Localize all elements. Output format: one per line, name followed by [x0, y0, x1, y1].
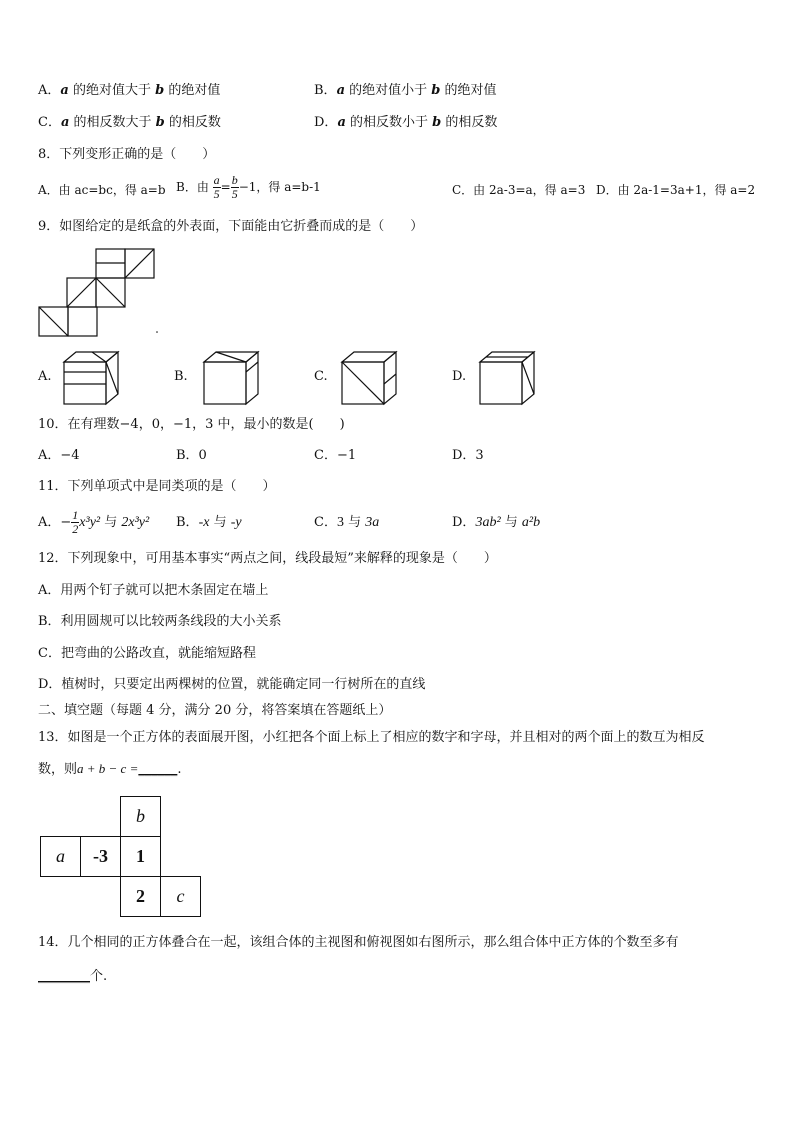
- q8-option-a: A．由 ac=bc，得 a=b: [38, 183, 166, 197]
- q10-option-a: A．−4: [38, 448, 80, 463]
- q9-option-d-label: D.: [452, 369, 467, 384]
- q9-option-d-cube: [478, 350, 538, 406]
- q14-stem: 14．几个相同的正方体叠合在一起，该组合体的主视图和俯视图如右图所示，那么组合体中正方体的个数至多有: [38, 935, 679, 950]
- q7-option-c: C．a 的相反数大于 b 的相反数: [38, 115, 221, 130]
- net-face-neg3: -3: [80, 836, 121, 877]
- q9-option-a-label: A.: [38, 369, 52, 384]
- q10-option-c: C．−1: [314, 448, 357, 463]
- q11-option-c: C．3 与 3a: [314, 515, 380, 530]
- fraction-one-half: $\frac{1}{2}$: [72, 508, 79, 536]
- q9-option-b-label: B.: [174, 369, 188, 384]
- net-face-one: 1: [120, 836, 161, 877]
- q10-option-b: B．0: [176, 448, 207, 463]
- q9-option-a-cube: [62, 350, 122, 406]
- q9-option-c-label: C.: [314, 369, 328, 384]
- q12-option-c: C．把弯曲的公路改直，就能缩短路程: [38, 646, 256, 661]
- q10-stem: 10．在有理数−4，0，−1，3 中，最小的数是( ): [38, 417, 345, 432]
- q8-stem: 8．下列变形正确的是（ ）: [38, 147, 216, 162]
- q9-net-diagram: [38, 248, 163, 340]
- q8-option-b: B．由 $\frac{a}{5}$ = $\frac{b}{5}$ −1，得 a=b-1: [176, 173, 321, 201]
- q12-stem: 12．下列现象中，可用基本事实“两点之间，线段最短”来解释的现象是（ ）: [38, 551, 497, 566]
- q14-answer-line: ________个.: [38, 969, 108, 984]
- q11-option-a: A．− $\frac{1}{2}$ x³y² 与 2x³y²: [38, 508, 150, 536]
- net-face-c: c: [160, 876, 201, 917]
- q7-option-a: A．a 的绝对值大于 b 的绝对值: [38, 83, 221, 98]
- q8-option-d: D．由 2a-1=3a+1，得 a=2: [596, 183, 756, 197]
- net-face-two: 2: [120, 876, 161, 917]
- fraction-a-over-5: $\frac{a}{5}$: [213, 173, 220, 201]
- q7-option-b: B．a 的绝对值小于 b 的绝对值: [314, 83, 497, 98]
- q9-option-b-cube: [202, 350, 262, 406]
- q9-stem: 9．如图给定的是纸盒的外表面，下面能由它折叠而成的是（ ）: [38, 219, 424, 234]
- q10-option-d: D．3: [452, 448, 484, 463]
- q12-option-b: B．利用圆规可以比较两条线段的大小关系: [38, 614, 282, 629]
- q12-option-d: D．植树时，只要定出两棵树的位置，就能确定同一行树所在的直线: [38, 677, 426, 692]
- net-face-b: b: [120, 796, 161, 837]
- q11-option-b: B．-x 与 -y: [176, 515, 242, 530]
- q12-option-a: A．用两个钉子就可以把木条固定在墙上: [38, 583, 269, 598]
- q13-stem-continued: 数，则a + b − c =______.: [38, 761, 182, 777]
- q9-option-c-cube: [340, 350, 400, 406]
- section-heading: 二、填空题（每题 4 分，满分 20 分，将答案填在答题纸上）: [38, 703, 392, 718]
- fraction-b-over-5: $\frac{b}{5}$: [231, 173, 238, 201]
- q8-option-c: C．由 2a-3=a，得 a=3: [452, 183, 586, 197]
- q13-stem: 13．如图是一个正方体的表面展开图，小红把各个面上标上了相应的数字和字母，并且相对的两个面上的数互为相反: [38, 730, 705, 745]
- q11-stem: 11．下列单项式中是同类项的是（ ）: [38, 479, 276, 494]
- net-face-a: a: [40, 836, 81, 877]
- q11-option-d: D．3ab² 与 a²b: [452, 515, 541, 530]
- q7-option-d: D．a 的相反数小于 b 的相反数: [314, 115, 498, 130]
